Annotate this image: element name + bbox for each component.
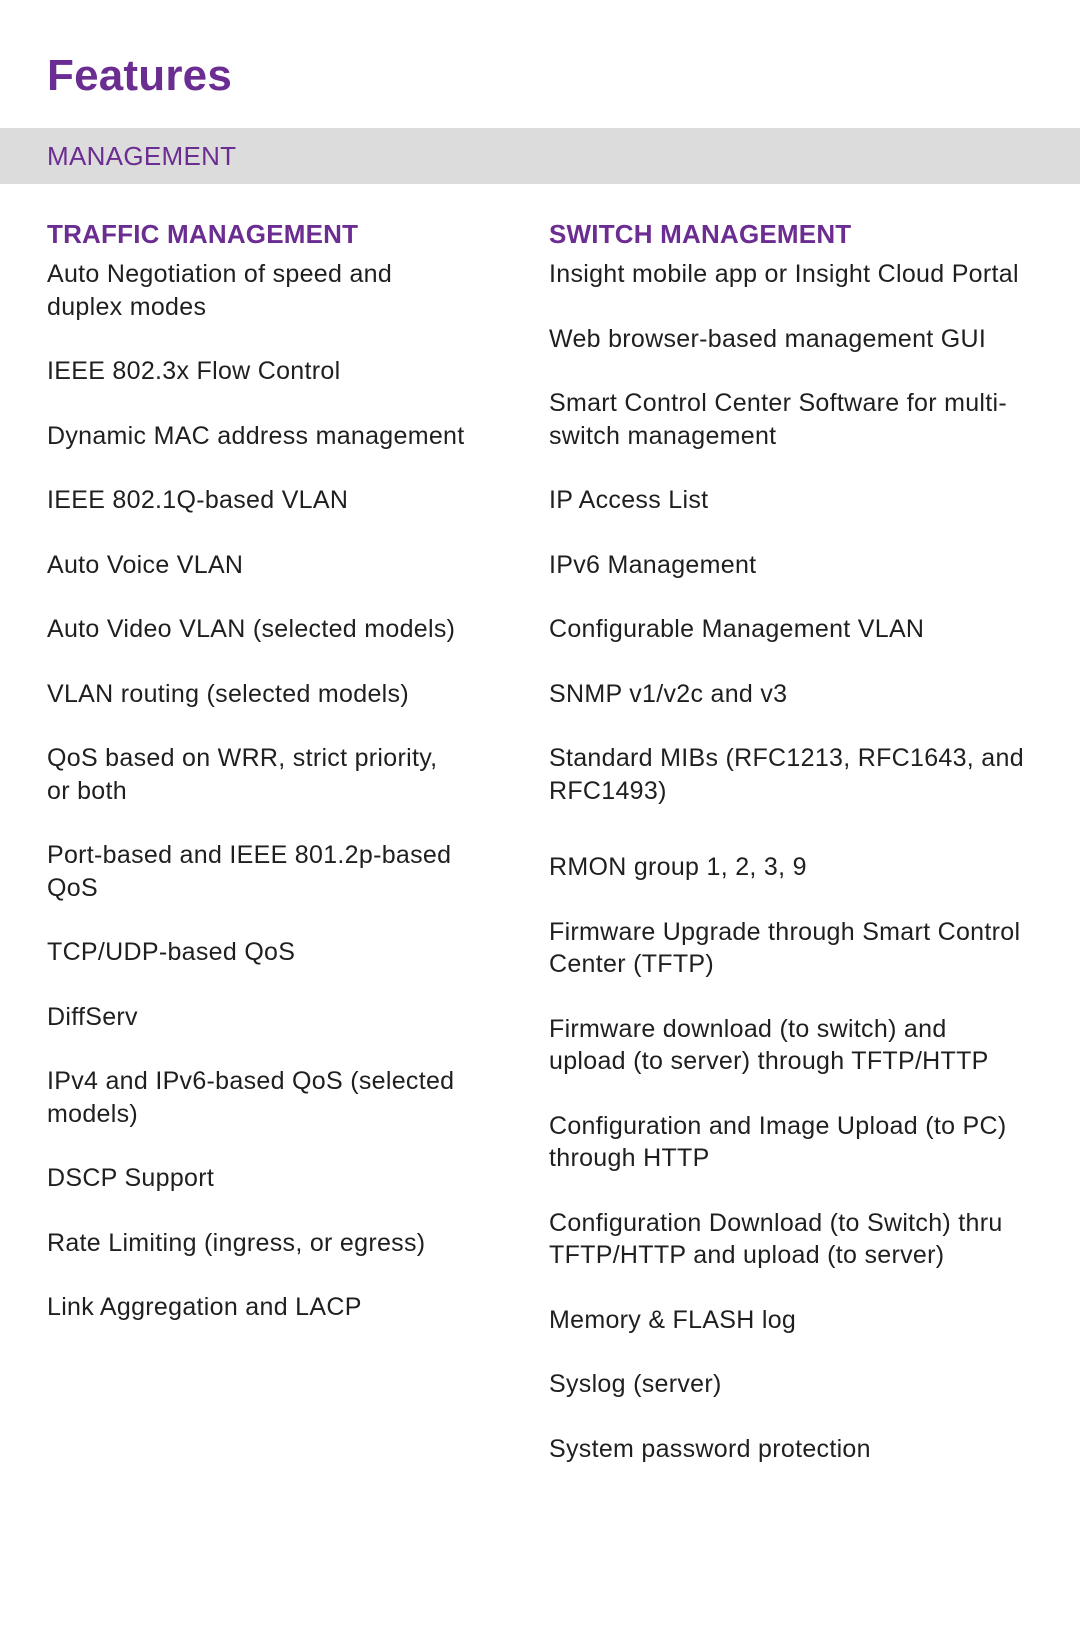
list-item: Firmware Upgrade through Smart Control Center (TFTP) xyxy=(549,917,1021,978)
list-item: Smart Control Center Software for multi-switch management xyxy=(549,389,1007,450)
list-item: IPv4 and IPv6-based QoS (selected models) xyxy=(47,1067,455,1128)
list-item: Firmware download (to switch) and upload (to server) through TFTP/HTTP xyxy=(549,1014,989,1075)
page-title: Features xyxy=(47,51,233,100)
list-item: IEEE 802.1Q-based VLAN xyxy=(47,486,349,514)
list-item: TCP/UDP-based QoS xyxy=(47,938,296,966)
list-item: DiffServ xyxy=(47,1002,138,1031)
list-item: Memory & FLASH log xyxy=(549,1305,797,1334)
traffic-management-list xyxy=(47,258,467,1324)
list-item: IP Access List xyxy=(549,486,709,514)
list-item: Configuration Download (to Switch) thru TFTP/HTTP and upload (to server) xyxy=(549,1208,1003,1269)
traffic-management-heading: TRAFFIC MANAGEMENT xyxy=(47,219,359,249)
list-item: Insight mobile app or Insight Cloud Portal xyxy=(549,260,1019,288)
list-item: Rate Limiting (ingress, or egress) xyxy=(47,1228,426,1257)
list-item: IEEE 802.3x Flow Control xyxy=(47,357,341,385)
list-item: Configurable Management VLAN xyxy=(549,615,925,643)
list-item: Auto Video VLAN (selected models) xyxy=(47,615,456,643)
switch-management-list xyxy=(549,258,1029,1465)
list-item: DSCP Support xyxy=(47,1164,215,1192)
list-item: Web browser-based management GUI xyxy=(549,324,987,353)
list-item: QoS based on WRR, strict priority, or both xyxy=(47,744,438,805)
list-item: Port-based and IEEE 801.2p-based QoS xyxy=(47,841,452,902)
section-header-label: MANAGEMENT xyxy=(47,141,237,171)
list-item: Auto Voice VLAN xyxy=(47,550,244,579)
list-item: Standard MIBs (RFC1213, RFC1643, and RFC1493) xyxy=(549,744,1024,805)
list-item: Auto Negotiation of speed and duplex modes xyxy=(47,260,393,321)
section-header-band xyxy=(0,128,1080,184)
list-item: Configuration and Image Upload (to PC) through HTTP xyxy=(549,1111,1007,1172)
switch-management-heading: SWITCH MANAGEMENT xyxy=(549,219,852,249)
list-item: IPv6 Management xyxy=(549,550,757,579)
list-item: Syslog (server) xyxy=(549,1370,722,1398)
traffic-management-column xyxy=(47,216,467,1324)
list-item: RMON group 1, 2, 3, 9 xyxy=(549,853,807,881)
list-item: Link Aggregation and LACP xyxy=(47,1293,362,1321)
list-item: SNMP v1/v2c and v3 xyxy=(549,679,788,708)
list-item: Dynamic MAC address management xyxy=(47,421,465,450)
switch-management-column xyxy=(549,216,1029,1465)
list-item: System password protection xyxy=(549,1434,871,1463)
list-item: VLAN routing (selected models) xyxy=(47,679,409,708)
